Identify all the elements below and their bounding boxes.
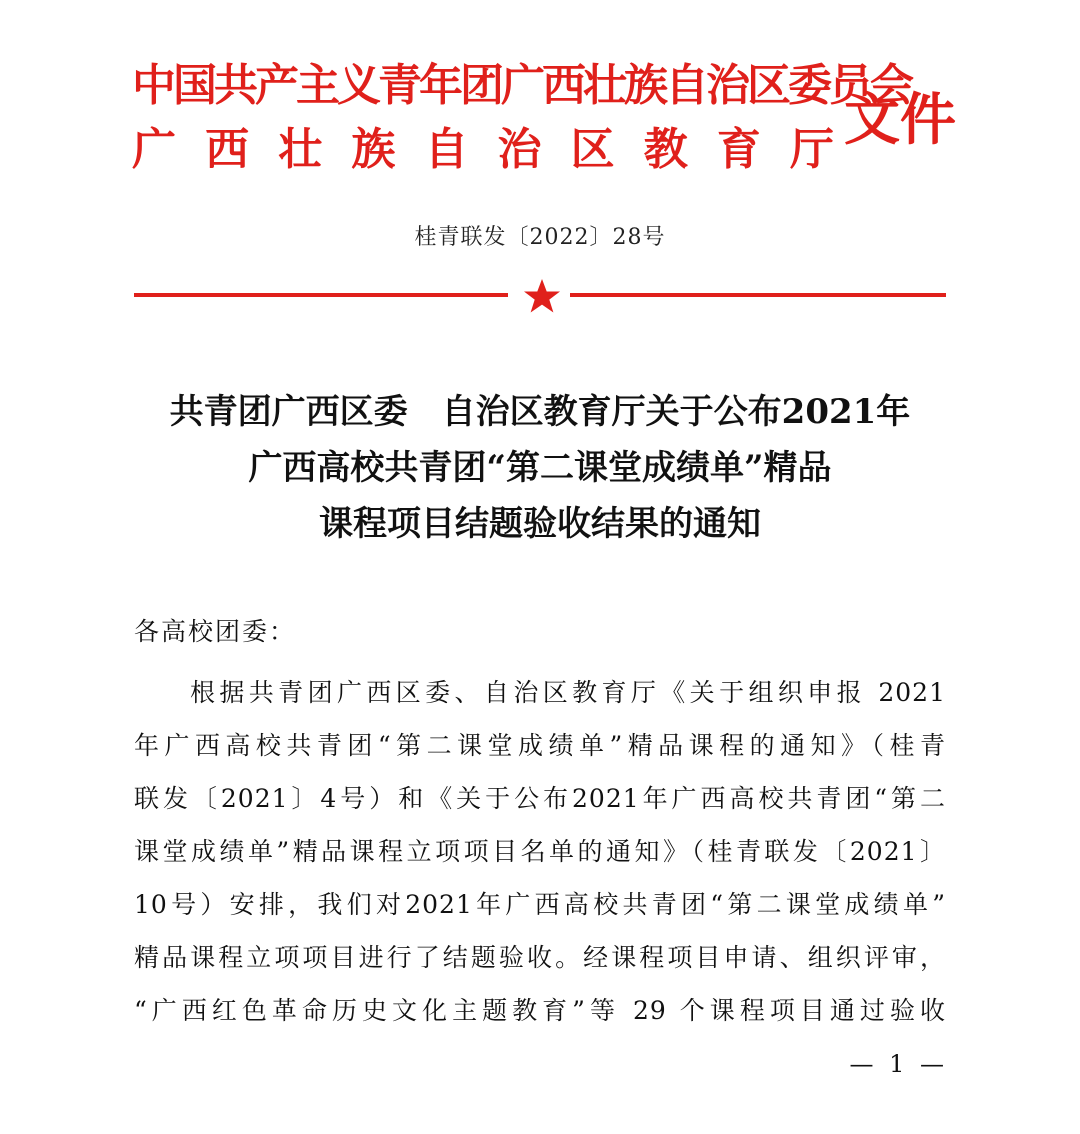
issuer-line-2-char: 教 xyxy=(643,124,688,175)
body-line: 课堂成绩单”精品课程立项项目名单的通知》（桂青联发〔2021〕 xyxy=(134,837,946,866)
body-line: 10号）安排，我们对2021年广西高校共青团“第二课堂成绩单” xyxy=(134,890,946,919)
issuer-line-2-char: 育 xyxy=(716,124,761,175)
title-line: 课程项目结题验收结果的通知 xyxy=(319,504,761,544)
issuer-line-2-char: 族 xyxy=(351,124,396,175)
page-number: — 1 — xyxy=(849,1050,948,1078)
red-divider xyxy=(134,278,946,314)
divider-line-right xyxy=(570,293,946,297)
title-line: 共青团广西区委 自治区教育厅关于公布2021年 xyxy=(169,392,911,432)
body-line: 精品课程立项项目进行了结题验收。经课程项目申请、组织评审， xyxy=(134,943,946,972)
issuer-line-2 xyxy=(132,122,834,178)
body-line: “广西红色革命历史文化主题教育”等 29 个课程项目通过验收 xyxy=(134,996,946,1025)
body-line: 根据共青团广西区委、自治区教育厅《关于组织申报 2021 xyxy=(190,678,946,707)
red-header xyxy=(132,52,956,192)
notice-title xyxy=(0,384,1080,552)
issuer-line-2-char: 区 xyxy=(570,124,615,175)
star-icon xyxy=(522,278,562,314)
document-word: 文件 xyxy=(844,88,956,153)
issuer-line-2-char: 厅 xyxy=(789,124,834,175)
issuer-line-2-char: 西 xyxy=(205,124,250,175)
document-number: 桂青联发〔2022〕28号 xyxy=(414,225,666,250)
issuer-line-2-char: 自 xyxy=(424,124,469,175)
divider-line-left xyxy=(134,293,508,297)
body-paragraph xyxy=(134,666,946,1037)
title-line: 广西高校共青团“第二课堂成绩单”精品 xyxy=(248,448,832,488)
issuer-line-2-char: 治 xyxy=(497,124,542,175)
body-line: 年广西高校共青团“第二课堂成绩单”精品课程的通知》（桂青 xyxy=(134,731,946,760)
issuer-line-2-char: 广 xyxy=(132,124,176,175)
issuer-line-2-char: 壮 xyxy=(278,124,323,175)
body-line: 联发〔2021〕4号）和《关于公布2021年广西高校共青团“第二 xyxy=(134,784,946,813)
salutation: 各高校团委： xyxy=(134,617,297,646)
issuer-line-1: 中国共产主义青年团广西壮族自治区委员会 xyxy=(132,60,911,111)
